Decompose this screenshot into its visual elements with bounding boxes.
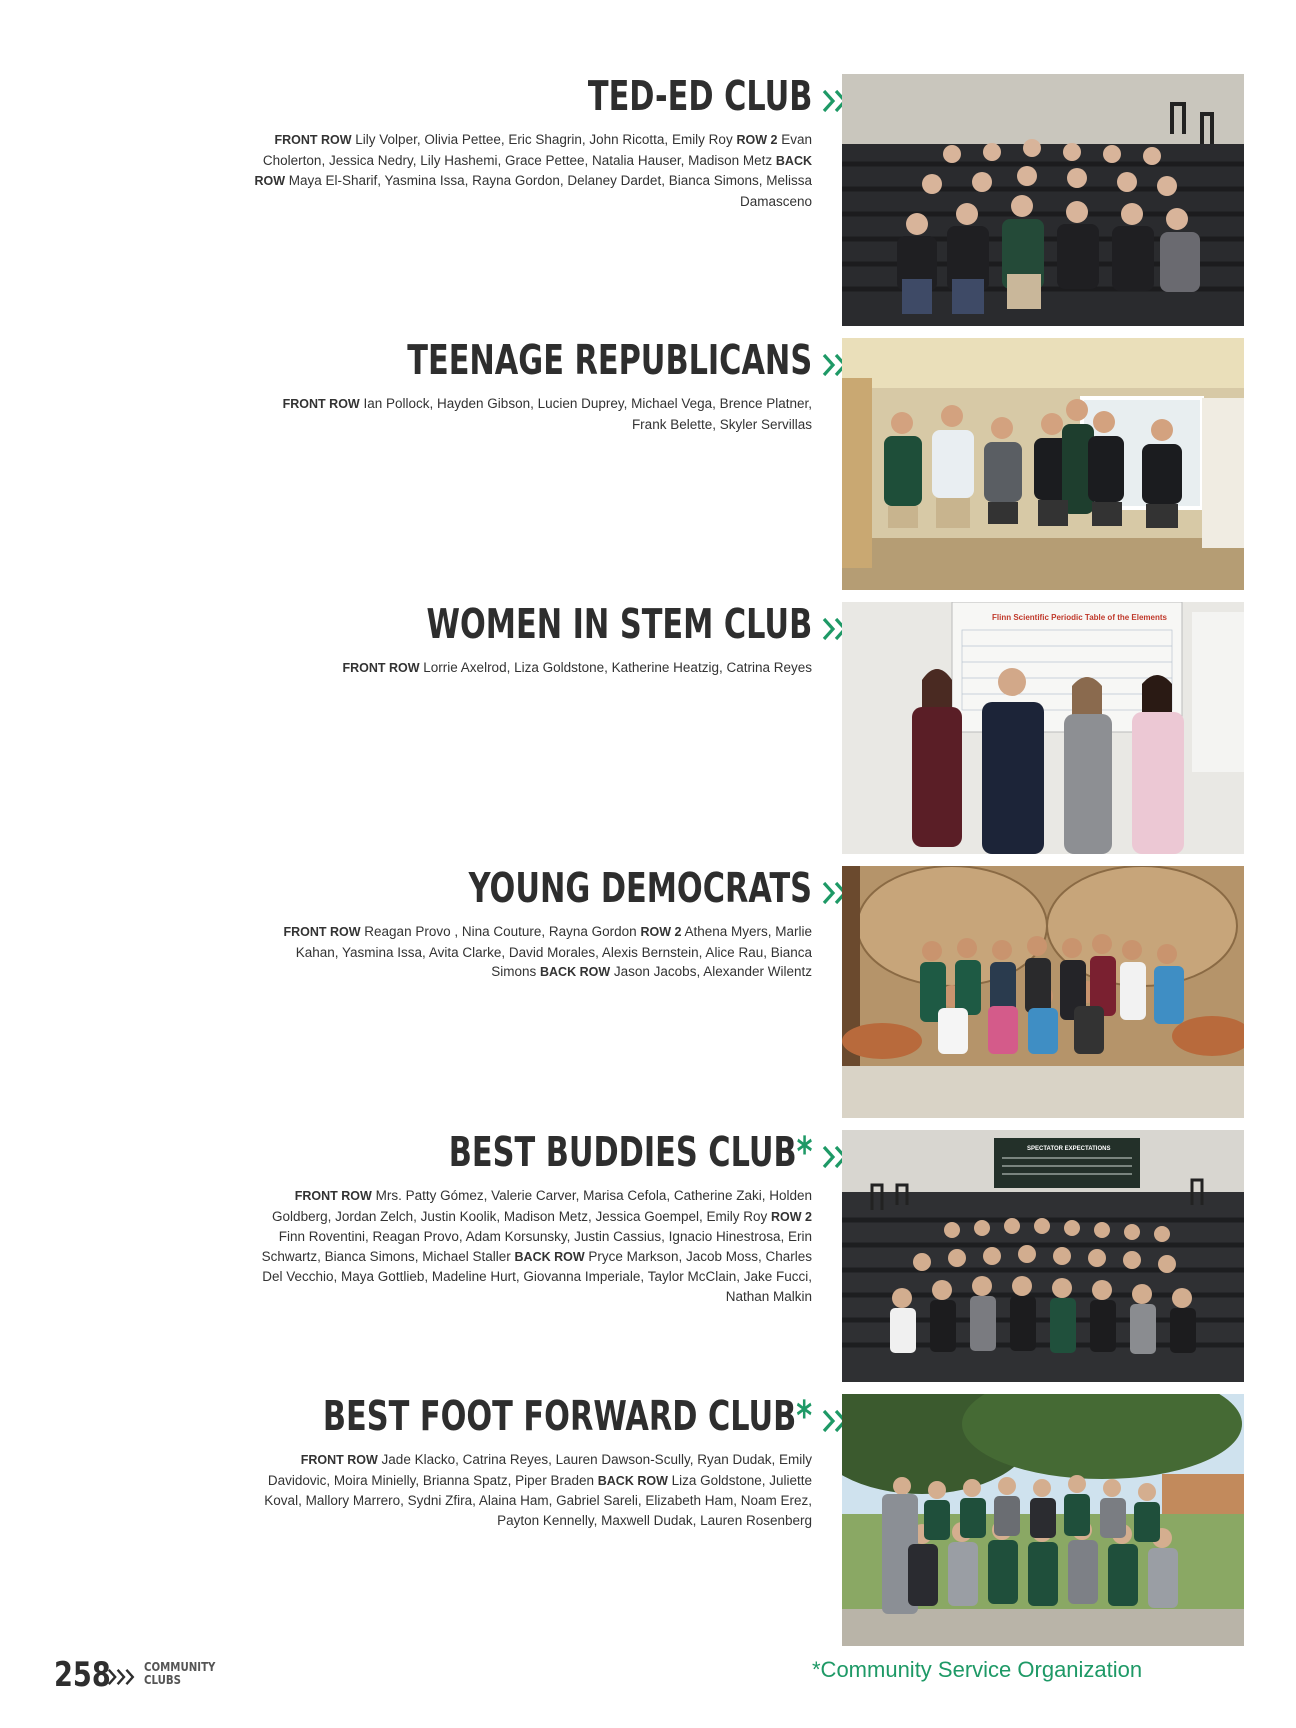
club-member-names: FRONT ROW Lily Volper, Olivia Pettee, Eric Shagrin, John Ricotta, Emily Roy ROW 2 Evan Cholerton, Jessica Nedry, Lily Hashemi, Grace Pettee, Natalia Hauser, Madison Metz BACK ROW Maya El-Sharif, Yasmina Issa, Rayna Gordon, Delaney Dardet, Bianca Simons, Melissa Damasceno <box>254 132 812 209</box>
footnote: *Community Service Organization <box>812 1657 1143 1682</box>
club-section-ted-ed <box>0 74 1296 324</box>
club-title: TEENAGE REPUBLICANS <box>407 336 812 384</box>
club-section-teenage-republicans <box>0 338 1296 588</box>
club-section-women-in-stem <box>0 602 1296 852</box>
club-title: BEST BUDDIES CLUB* <box>448 1128 812 1176</box>
club-member-names: FRONT ROW Jade Klacko, Catrina Reyes, Lauren Dawson-Scully, Ryan Dudak, Emily Davidovic, Moira Minielly, Brianna Spatz, Piper Braden BACK ROW Liza Goldstone, Juliette Koval, Mallory Marrero, Sydni Zfira, Alaina Ham, Gabriel Sareli, Elizabeth Ham, Noam Erez, Payton Kennelly, Maxwell Dudak, Lauren Rosenberg <box>264 1452 812 1528</box>
chevron-icon <box>106 1665 142 1689</box>
club-section-young-democrats <box>0 866 1296 1116</box>
banner-heading: SPECTATOR EXPECTATIONS <box>1027 1146 1111 1152</box>
club-member-names: FRONT ROW Ian Pollock, Hayden Gibson, Lucien Duprey, Michael Vega, Brence Platner, Frank Belette, Skyler Servillas <box>282 396 812 432</box>
club-photo <box>842 74 1244 326</box>
club-section-best-buddies <box>0 1130 1296 1380</box>
club-photo <box>842 866 1244 1118</box>
club-photo <box>842 602 1244 854</box>
club-title: BEST FOOT FORWARD CLUB* <box>322 1392 812 1440</box>
club-title: YOUNG DEMOCRATS <box>468 864 812 912</box>
club-photo <box>842 338 1244 590</box>
club-member-names: FRONT ROW Mrs. Patty Gómez, Valerie Carver, Marisa Cefola, Catherine Zaki, Holden Goldberg, Jordan Zelch, Justin Koolik, Madison Metz, Jessica Goempel, Emily Roy ROW 2 Finn Roventini, Reagan Provo, Adam Korsunsky, Justin Cassius, Ignacio Hinestrosa, Erin Schwartz, Bianca Simons, Michael Staller BACK ROW Pryce Markson, Jacob Moss, Charles Del Vecchio, Maya Gottlieb, Madeline Hurt, Giovanna Imperiale, Taylor McClain, Jake Fucci, Nathan Malkin <box>261 1188 812 1304</box>
club-member-names: FRONT ROW Reagan Provo , Nina Couture, Rayna Gordon ROW 2 Athena Myers, Marlie Kahan, Yasmina Issa, Avita Clarke, David Morales, Alexis Bernstein, Alice Rau, Bianca Simons BACK ROW Jason Jacobs, Alexander Wilentz <box>283 924 812 979</box>
section-label: COMMUNITY CLUBS <box>144 1660 216 1687</box>
club-member-names: FRONT ROW Lorrie Axelrod, Liza Goldstone, Katherine Heatzig, Catrina Reyes <box>342 660 812 675</box>
club-section-best-foot-forward <box>0 1394 1296 1644</box>
periodic-table-heading: Flinn Scientific Periodic Table of the Elements <box>992 613 1167 622</box>
club-photo <box>842 1130 1244 1382</box>
club-title: TED-ED CLUB <box>587 72 812 120</box>
page-number: 258 <box>54 1655 111 1695</box>
club-title: WOMEN IN STEM CLUB <box>426 600 812 648</box>
club-photo <box>842 1394 1244 1646</box>
